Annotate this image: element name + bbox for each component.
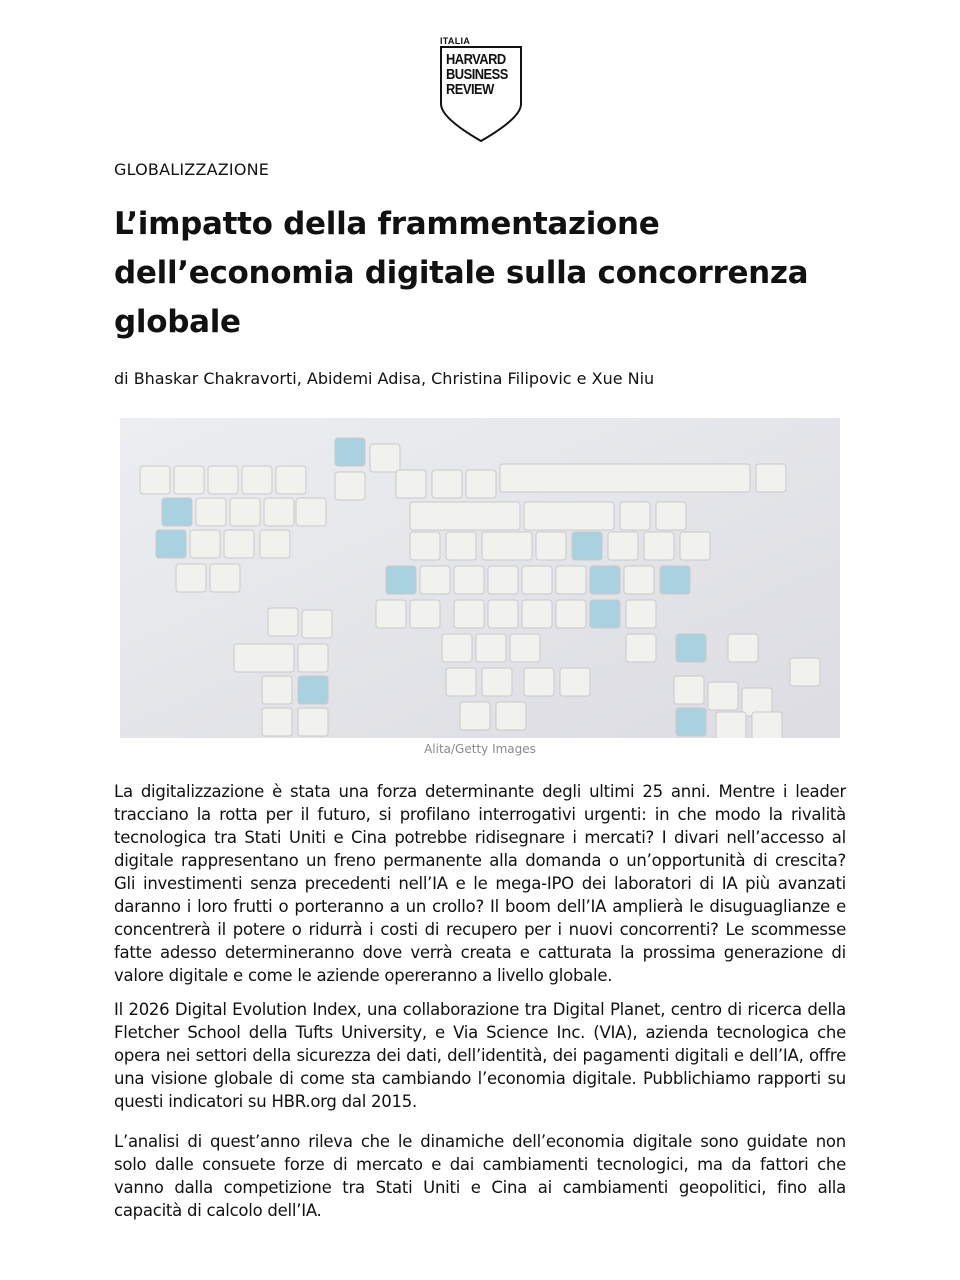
paragraph-2: Il 2026 Digital Evolution Index, una collaborazione tra Digital Planet, centro di ricerca della Fletcher School della Tufts University, e Via Science Inc. (VIA), azienda tecnologica che opera nei settori della sicurezza dei dati, dell’identità, dei pagamenti digitali e dell’IA, offre una visione globale di come sta cambiando l’economia digitale. Pubblichiamo rapporti su questi indicatori su HBR.org dal 2015. xyxy=(114,1000,846,1111)
keyboard-key xyxy=(196,498,226,526)
keyboard-key xyxy=(140,466,170,494)
keyboard-key xyxy=(522,600,552,628)
keyboard-key xyxy=(466,470,496,498)
keyboard-key xyxy=(522,566,552,594)
keyboard-key xyxy=(460,702,490,730)
keyboard-key xyxy=(190,530,220,558)
keyboard-key xyxy=(210,564,240,592)
keyboard-key xyxy=(536,532,566,560)
keyboard-key xyxy=(410,502,520,530)
keyboard-key xyxy=(298,676,328,704)
keyboard-key xyxy=(556,566,586,594)
logo-line-2: BUSINESS xyxy=(446,66,508,83)
keyboard-key xyxy=(298,644,328,672)
keyboard-key xyxy=(410,532,440,560)
keyboard-key xyxy=(296,498,326,526)
keyboard-key xyxy=(370,444,400,472)
keyboard-key xyxy=(482,668,512,696)
byline: di Bhaskar Chakravorti, Abidemi Adisa, Christina Filipovic e Xue Niu xyxy=(114,369,655,388)
keyboard-key xyxy=(620,502,650,530)
keyboard-key xyxy=(482,532,532,560)
keyboard-key xyxy=(496,702,526,730)
keyboard-key xyxy=(335,438,365,466)
paragraph-3: L’analisi di quest’anno rileva che le dinamiche dell’economia digitale sono guidate non solo dalle consuete forze di mercato e dai cambiamenti tecnologici, ma da fattori che vanno dalla competizione tra Stati Uniti e Cina ai cambiamenti geopolitici, fino alla capacità di calcolo dell’IA. xyxy=(114,1132,846,1220)
keyboard-key xyxy=(674,676,704,704)
keyboard-key xyxy=(302,610,332,638)
keyboard-key xyxy=(680,532,710,560)
keyboard-key xyxy=(500,464,750,492)
keyboard-key xyxy=(488,600,518,628)
logo-line-3: REVIEW xyxy=(446,81,494,98)
keyboard-key xyxy=(524,502,614,530)
keyboard-key xyxy=(728,634,758,662)
logo-line-1: HARVARD xyxy=(446,51,506,68)
keyboard-key xyxy=(335,472,365,500)
keyboard-key xyxy=(230,498,260,526)
keyboard-key xyxy=(268,608,298,636)
keyboard-key xyxy=(298,708,328,736)
keyboard-key xyxy=(716,712,746,738)
keyboard-key xyxy=(208,466,238,494)
keyboard-key xyxy=(524,668,554,696)
keyboard-key xyxy=(790,658,820,686)
keyboard-key xyxy=(446,532,476,560)
paragraph-1: La digitalizzazione è stata una forza determinante degli ultimi 25 anni. Mentre i leader tracciano la rotta per il futuro, si profilano interrogativi urgenti: in che modo la rivalità tecnologica tra Stati Uniti e Cina potrebbe ridisegnare i mercati? I divari nell’accesso al digitale rappresentano un freno permanente alla domanda o un’opportunità di crescita? Gli investimenti senza precedenti nell’IA e le mega-IPO dei laboratori di IA più avanzati daranno i loro frutti o porteranno a un crollo? Il boom dell’IA amplierà le disuguaglianze e concentrerà il potere o ridurrà i costi di recupero per i nuovi concorrenti? Le scommesse fatte adesso determineranno dove verrà creata e catturata la prossima generazione di valore digitale e come le aziende opereranno a livello globale. xyxy=(114,782,846,985)
keyboard-key xyxy=(260,530,290,558)
keyboard-key xyxy=(386,566,416,594)
keyboard-key xyxy=(454,566,484,594)
keyboard-key xyxy=(626,600,656,628)
keyboard-key xyxy=(572,532,602,560)
keyboard-key xyxy=(276,466,306,494)
keyboard-key xyxy=(262,708,292,736)
section-label[interactable]: GLOBALIZZAZIONE xyxy=(114,160,270,179)
keyboard-key xyxy=(676,634,706,662)
keyboard-key xyxy=(476,634,506,662)
keyboard-key xyxy=(396,470,426,498)
keyboard-key xyxy=(556,600,586,628)
keyboard-key xyxy=(626,634,656,662)
keyboard-key xyxy=(660,566,690,594)
keyboard-key xyxy=(156,530,186,558)
keyboard-key xyxy=(752,712,782,738)
keyboard-key xyxy=(234,644,294,672)
logo-wordmark xyxy=(446,52,506,97)
keyboard-key xyxy=(454,600,484,628)
keyboard-key xyxy=(162,498,192,526)
keyboard-key xyxy=(644,532,674,560)
logo-country: ITALIA xyxy=(440,36,471,46)
keyboard-key xyxy=(590,566,620,594)
keyboard-key xyxy=(442,634,472,662)
keyboard-key xyxy=(656,502,686,530)
keyboard-key xyxy=(262,676,292,704)
hbr-logo[interactable] xyxy=(440,36,522,144)
keyboard-key xyxy=(510,634,540,662)
keyboard-key xyxy=(264,498,294,526)
keyboard-key xyxy=(756,464,786,492)
article-title: L’impatto della frammentazione dell’economia digitale sulla concorrenza globale xyxy=(114,206,809,340)
keyboard-key xyxy=(608,532,638,560)
keyboard-key xyxy=(432,470,462,498)
keyboard-key xyxy=(176,564,206,592)
keyboard-key xyxy=(242,466,272,494)
keyboard-key xyxy=(560,668,590,696)
keyboard-key xyxy=(420,566,450,594)
keyboard-key xyxy=(376,600,406,628)
keyboard-key xyxy=(488,566,518,594)
keyboard-key xyxy=(446,668,476,696)
keyboard-key xyxy=(624,566,654,594)
keyboard-key xyxy=(676,708,706,736)
keyboard-key xyxy=(174,466,204,494)
image-caption: Alita/Getty Images xyxy=(424,742,536,756)
keyboard-key xyxy=(708,682,738,710)
keyboard-key xyxy=(224,530,254,558)
hero-image-keyboard-world-map xyxy=(120,418,840,738)
keyboard-key xyxy=(410,600,440,628)
keyboard-key xyxy=(590,600,620,628)
